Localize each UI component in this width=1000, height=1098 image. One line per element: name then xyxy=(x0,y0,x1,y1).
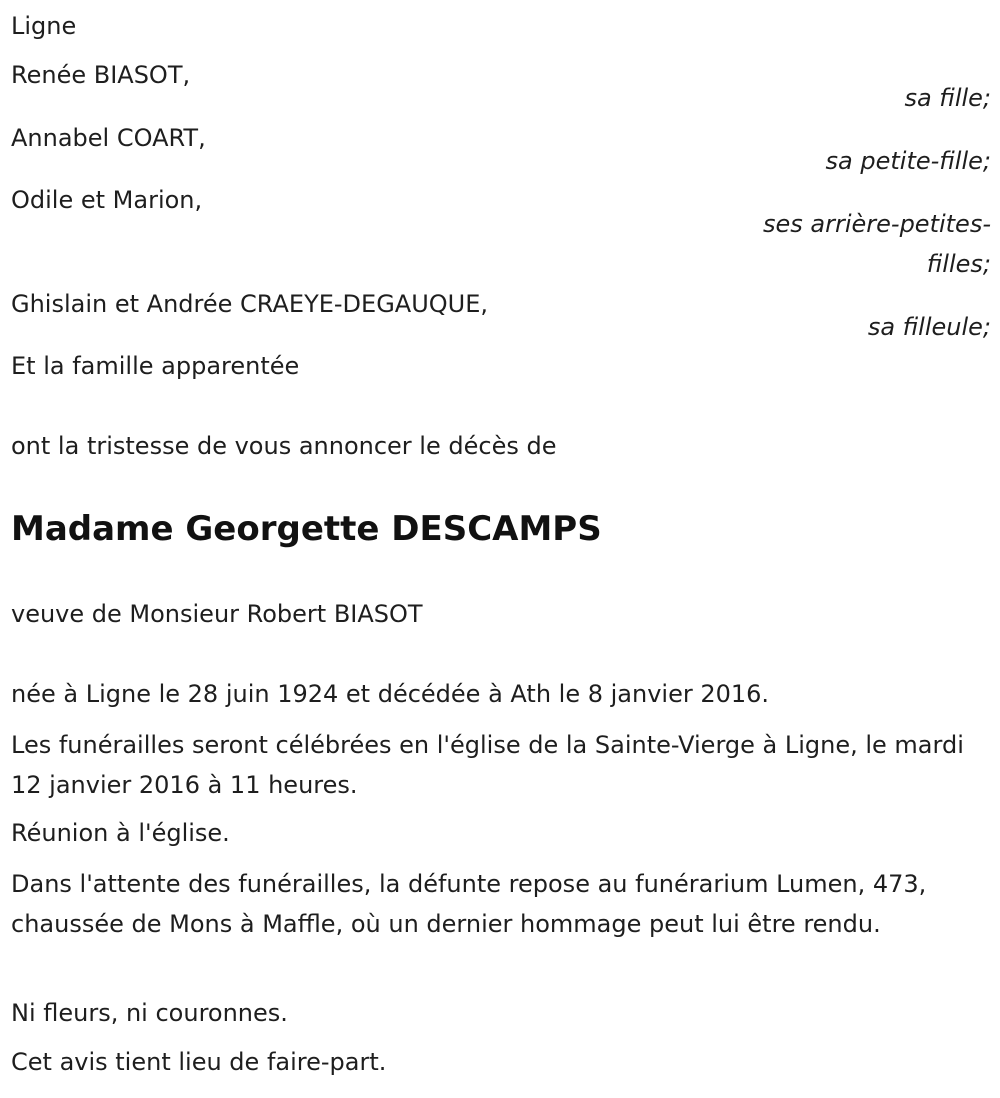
relative-relation-3-line2: filles; xyxy=(926,250,991,278)
relative-name-4: Ghislain et Andrée CRAEYE-DEGAUQUE, xyxy=(11,290,489,318)
relative-name-3: Odile et Marion, xyxy=(11,186,203,214)
widow-of: veuve de Monsieur Robert BIASOT xyxy=(11,600,423,628)
relative-relation-1: sa fille; xyxy=(904,84,991,112)
intro-text: ont la tristesse de vous annoncer le décès de xyxy=(11,432,557,460)
flowers-info: Ni fleurs, ni couronnes. xyxy=(11,999,288,1027)
notice-info: Cet avis tient lieu de faire-part. xyxy=(11,1048,387,1076)
funeral-info: Les funérailles seront célébrées en l'église de la Sainte-Vierge à Ligne, le mardi 12 janvier 2016 à 11 heures. xyxy=(11,731,964,799)
repose-info: Dans l'attente des funérailles, la défunte repose au funérarium Lumen, 473, chaussée de Mons à Maffle, où un dernier hommage peut lui être rendu. xyxy=(11,870,927,938)
relative-relation-3-line1: ses arrière-petites- xyxy=(763,210,991,238)
relative-name-2: Annabel COART, xyxy=(11,124,206,152)
deceased-name: Madame Georgette DESCAMPS xyxy=(11,509,602,549)
relative-name-1: Renée BIASOT, xyxy=(11,61,191,89)
family-line: Et la famille apparentée xyxy=(11,352,300,380)
location: Ligne xyxy=(11,12,77,40)
relative-relation-2: sa petite-fille; xyxy=(825,147,991,175)
relative-relation-4: sa filleule; xyxy=(867,313,991,341)
birth-death: née à Ligne le 28 juin 1924 et décédée à Ath le 8 janvier 2016. xyxy=(11,680,770,708)
meeting-info: Réunion à l'église. xyxy=(11,819,230,847)
